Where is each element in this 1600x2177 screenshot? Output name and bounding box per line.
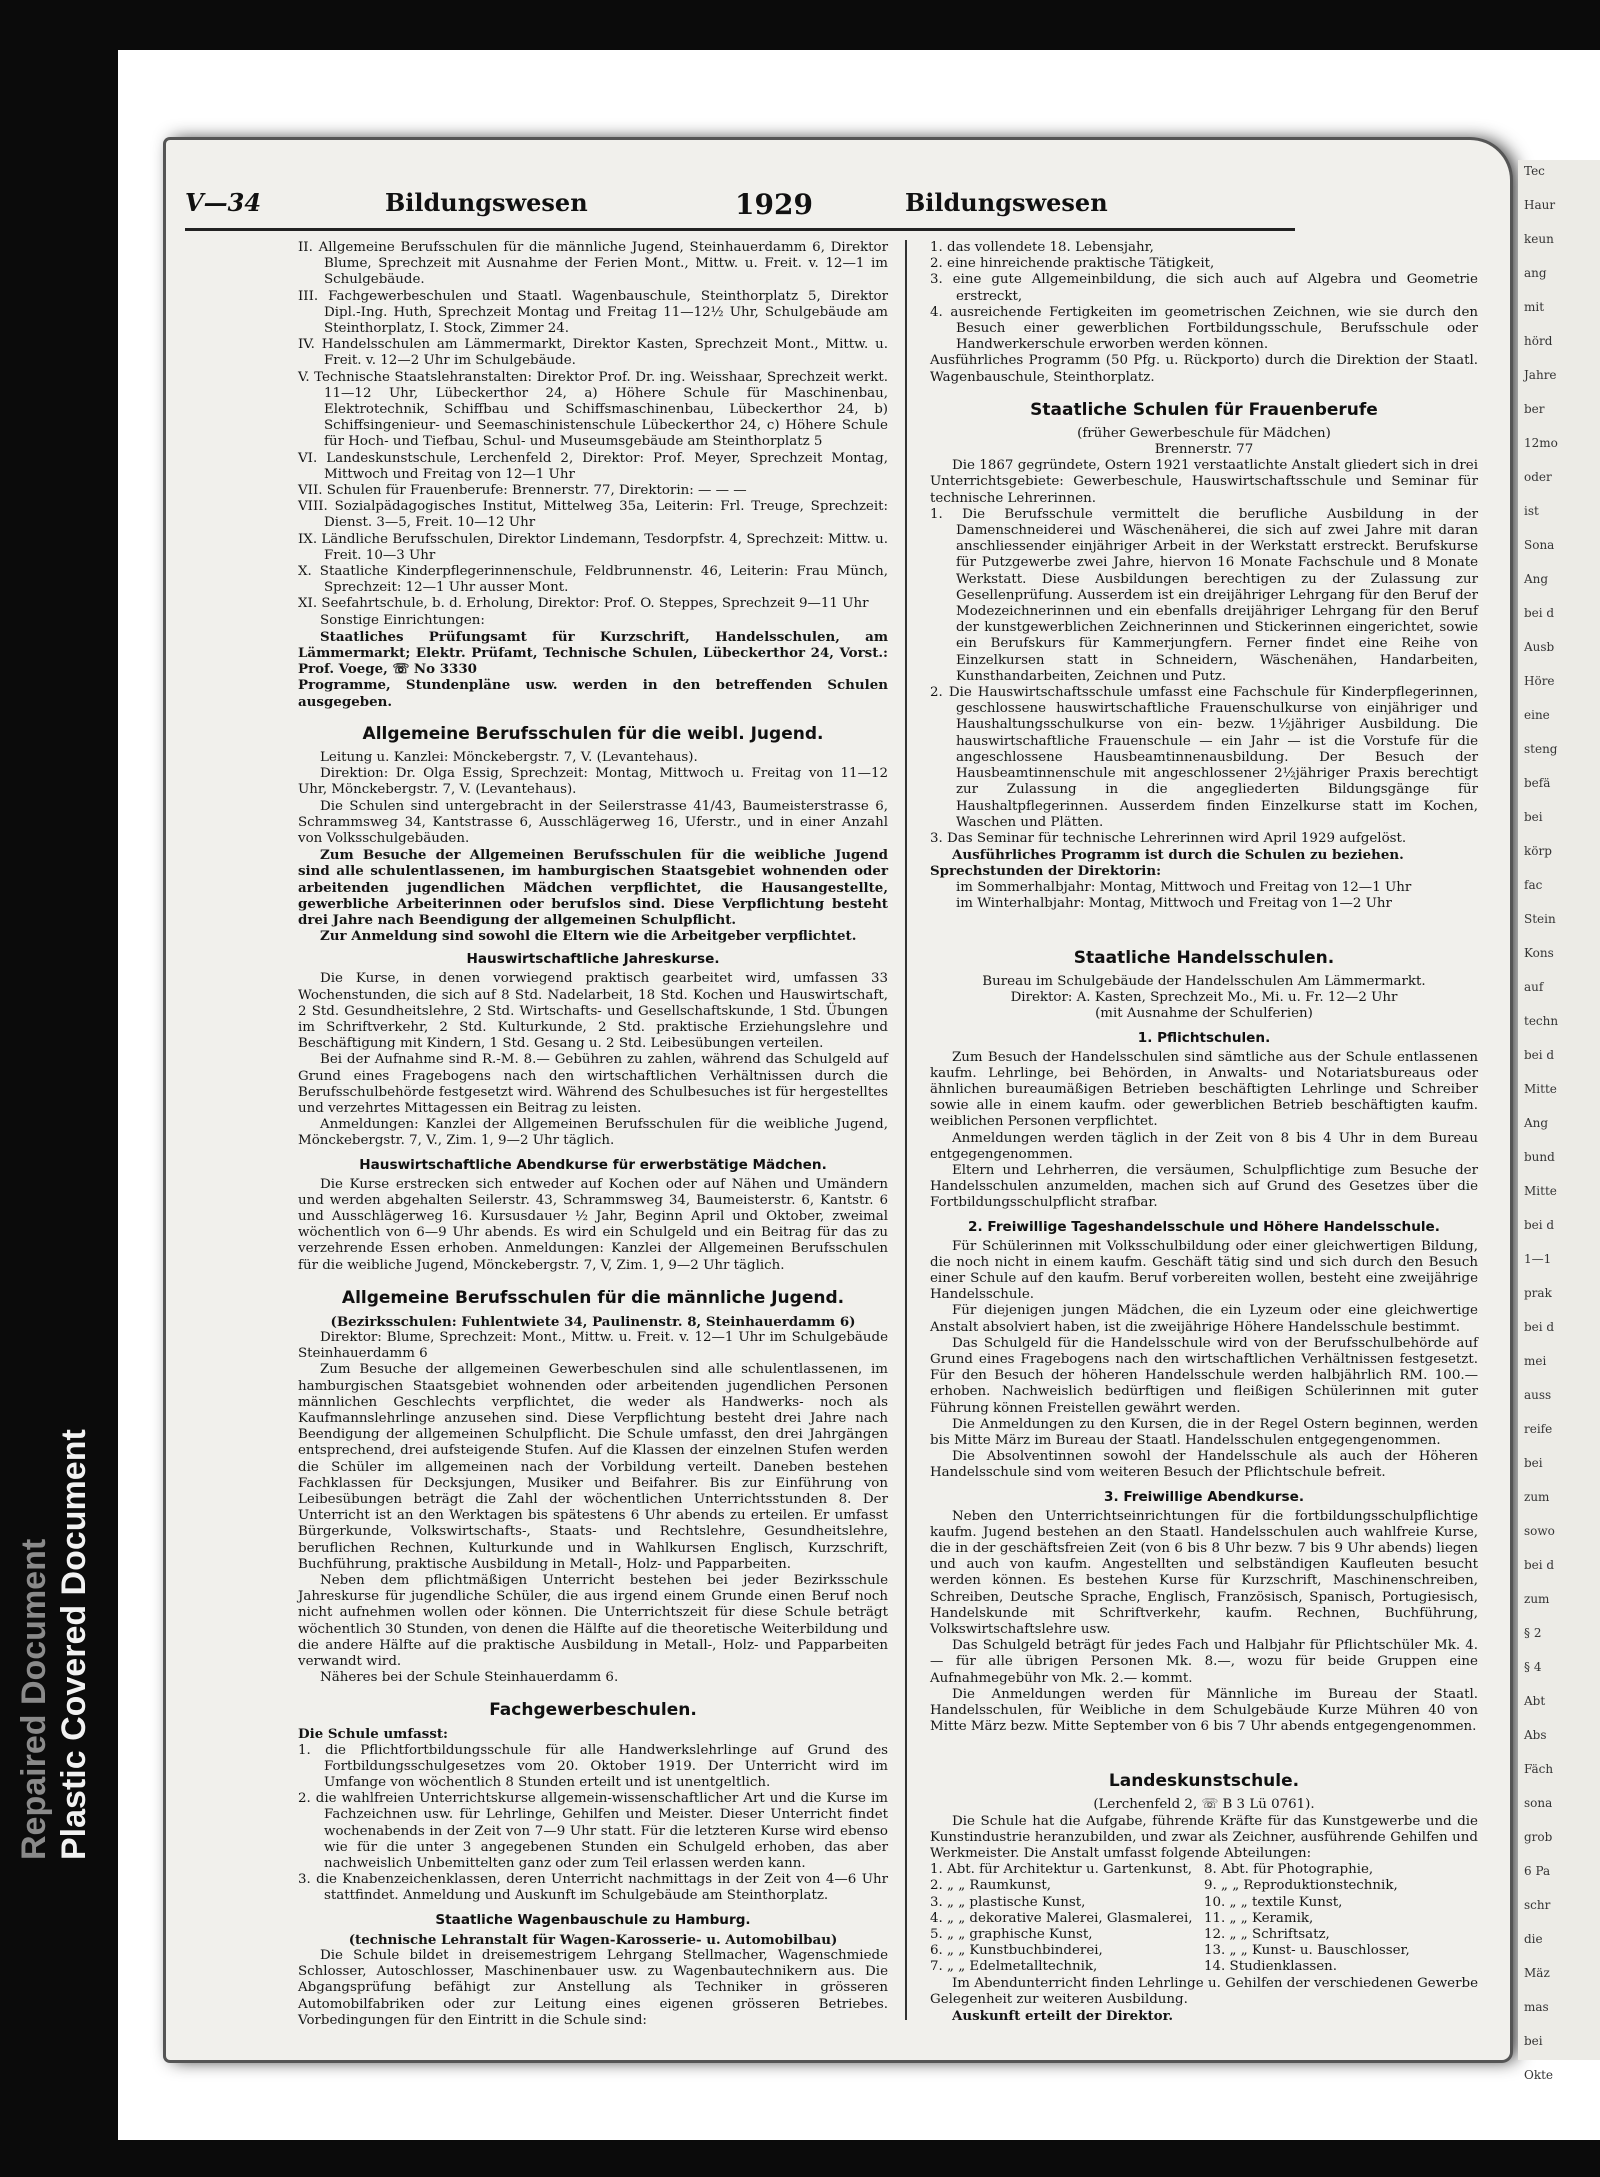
facing-text-fragment: Abt [1524,1694,1546,1708]
list-item: X. Staatliche Kinderpflegerinnenschule, Feldbrunnenstr. 46, Leiterin: Frau Münch, Sprechzeit: 12—1 Uhr ausser Mont. [298,564,888,596]
section-title-frauenberufe: Staatliche Schulen für Frauenberufe [1030,399,1378,420]
section-title-freiwillige: 2. Freiwillige Tageshandelsschule und Höhere Handelsschule. [968,1218,1440,1235]
handel-director: Direktor: A. Kasten, Sprechzeit Mo., Mi. u. Fr. 12—2 Uhr [1010,990,1398,1006]
section-title-landeskunstschule: Landeskunstschule. [1108,1771,1300,1792]
facing-text-fragment: Mäz [1524,1966,1550,1980]
maennl-paragraph: Direktor: Blume, Sprechzeit: Mont., Mittw. u. Freit. v. 12—1 Uhr im Schulgebäude Steinhauerdamm 6 [298,1329,888,1362]
frauen-list [930,507,1478,847]
facing-text-fragment: Höre [1524,674,1555,688]
list-item: III. Fachgewerbeschulen und Staatl. Wagenbauschule, Steinthorplatz 5, Direktor Dipl.-Ing. Huth, Sprechzeit Montag und Freitag 11—12½ Uhr, Schulgebäude am Steinthorplatz, I. Stock, Zimmer 24. [298,288,888,337]
facing-text-fragment: körp [1524,844,1552,858]
facing-text-fragment: oder [1524,470,1552,484]
sprechstunden-summer: im Sommerhalbjahr: Montag, Mittwoch und Freitag von 12—1 Uhr [956,879,1412,895]
facing-text-fragment: § 2 [1524,1626,1542,1640]
facing-text-fragment: sona [1524,1796,1553,1810]
jahres-paragraph: Anmeldungen: Kanzlei der Allgemeinen Berufsschulen für die weibliche Jugend, Mönckebergstr. 7, V., Zim. 1, 9—2 Uhr täglich. [298,1117,888,1149]
left-column [298,240,888,2030]
facing-text-fragment: ist [1524,504,1539,518]
facing-text-fragment: Fäch [1524,1762,1554,1776]
wagen-subtitle: (technische Lehranstalt für Wagen-Karosserie- u. Automobilbau) [348,1931,838,1948]
year-label: 1929 [735,188,813,221]
kunst-address: (Lerchenfeld 2, ☏ B 3 Lü 0761). [1093,1797,1315,1813]
list-item: VII. Schulen für Frauenberufe: Brennerstr. 77, Direktorin: — — — [298,483,747,499]
table-cell: 7. „ „ Edelmetalltechnik, [930,1959,1098,1975]
facing-text-fragment: bund [1524,1150,1555,1164]
program-note: Ausführliches Programm (50 Pfg. u. Rückporto) durch die Direktion der Staatl. Wagenbauschule, Steinthorplatz. [930,353,1478,385]
facing-text-fragment: auss [1524,1388,1552,1402]
sprechstunden-winter: im Winterhalbjahr: Montag, Mittwoch und Freitag von 1—2 Uhr [956,895,1392,911]
table-row [930,1959,1478,1975]
facing-text-fragment: mas [1524,2000,1549,2014]
table-row [930,1895,1478,1911]
facing-text-fragment: grob [1524,1830,1553,1844]
list-item: 3. die Knabenzeichenklassen, deren Unterricht nachmittags in der Zeit von 4—6 Uhr stattfindet. Anmeldung und Auskunft im Schulgebäude am Steinthorplatz. [298,1872,888,1904]
header-rule [185,228,1295,231]
pflicht-paragraph: Anmeldungen werden täglich in der Zeit von 8 bis 4 Uhr in dem Bureau entgegengenommen. [930,1130,1478,1162]
list-item: XI. Seefahrtschule, b. d. Erholung, Direktor: Prof. O. Steppes, Sprechzeit 9—11 Uhr [298,596,869,612]
list-item: 4. ausreichende Fertigkeiten im geometrischen Zeichnen, wie sie durch den Besuch einer gewerblichen Fortbildungsschule, Berufsschule oder Handwerkerschule erworben werden können. [930,304,1478,353]
facing-text-fragment: 6 Pa [1524,1864,1551,1878]
facing-text-fragment: bei d [1524,606,1555,620]
programme-note: Programme, Stundenpläne usw. werden in den betreffenden Schulen ausgegeben. [298,677,888,710]
wagen-paragraph: Die Schule bildet in dreisemestrigem Lehrgang Stellmacher, Wagenschmiede Schlosser, Autoschlosser, Maschinenbauer usw. zu Wagenbautechnikern aus. Die Abgangsprüfung befähigt zur Anstellung als Techniker in grösseren Automobilfabriken oder zur Leitung eines eigenen grösseren Betriebes. Vorbedingungen für den Eintritt in die Schule sind: [298,1947,888,2028]
facing-text-fragment: hörd [1524,334,1553,348]
list-item: IV. Handelsschulen am Lämmermarkt, Direktor Kasten, Sprechzeit Mont., Mittw. u. Freit. v. 12—2 Uhr im Schulgebäude. [298,337,888,369]
frauen-address: Brennerstr. 77 [1154,442,1254,458]
sprechstunden-title: Sprechstunden der Direktorin: [930,863,1162,880]
freiw-paragraph: Für diejenigen jungen Mädchen, die ein Lyzeum oder eine gleichwertige Anstalt absolviert haben, ist die zweijährige Höhere Handelsschule bestimmt. [930,1303,1478,1335]
facing-text-fragment: bei d [1524,1320,1555,1334]
maennl-paragraph: Neben dem pflichtmäßigen Unterricht bestehen bei jeder Bezirksschule Jahreskurse für jugendliche Schüler, die aus irgend einem Grunde einen Beruf noch nicht aufnehmen wollen oder können. Die Unterrichtszeit für diese Schule beträgt wöchentlich 30 Stunden, von denen die Hälfte auf die theoretische Weiterbildung und die andere Hälfte auf die praktische Ausbildung in Metall-, Holz- und Papparbeiten verwandt wird. [298,1573,888,1670]
section-title-abendkurse: Hauswirtschaftliche Abendkurse für erwerbstätige Mädchen. [359,1156,827,1173]
kunst-paragraph: Im Abendunterricht finden Lehrlinge u. Gehilfen der verschiedenen Gewerbe Gelegenheit zur weiteren Ausbildung. [930,1975,1478,2007]
facing-text-fragment: Abs [1524,1728,1547,1742]
running-title-left: Bildungswesen [385,188,588,217]
page-number: V—34 [185,188,262,217]
abendk-paragraph: Neben den Unterrichtseinrichtungen für die fortbildungsschulpflichtige kaufm. Jugend bestehen an den Staatl. Handelsschulen auch wahlfreie Kurse, die in der geschäftsfreien Zeit (von 6 bis 8 Uhr bezw. 7 bis 9 Uhr abends) liegen und auch von kaufm. Angestellten und selbständigen Kaufleuten besucht werden können. Es bestehen Kurse für Kurzschrift, Maschinenschreiben, Schreiben, Deutsche Sprache, Englisch, Französisch, Spanisch, Portugiesisch, Handelskunde mit Schriftverkehr, kaufm. Rechnen, Buchführung, Volkswirtschaftslehre usw. [930,1508,1478,1638]
abendk-paragraph: Die Anmeldungen werden für Männliche im Bureau der Staatl. Handelsschulen, für Weibliche in dem Schulgebäude Kurze Mühren 40 von Mitte März bezw. Mitte September von 6 bis 7 Uhr abends entgegengenommen. [930,1686,1478,1735]
facing-text-fragment: eine [1524,708,1550,722]
facing-text-fragment: die [1524,1932,1543,1946]
page-header [185,188,1300,228]
list-item: IX. Ländliche Berufsschulen, Direktor Lindemann, Tesdorpfstr. 4, Sprechzeit: Mittw. u. Freit. 10—3 Uhr [298,531,888,563]
repaired-label: Repaired Document [15,1538,53,1860]
facing-text-fragment: techn [1524,1014,1559,1028]
facing-text-fragment: schr [1524,1898,1551,1912]
facing-text-fragment: bei [1524,1456,1543,1470]
table-row [930,1878,1478,1894]
facing-text-fragment: befä [1524,776,1551,790]
table-cell: 9. „ „ Reproduktionstechnik, [1204,1878,1398,1894]
facing-text-fragment: zum [1524,1592,1550,1606]
facing-text-fragment: Ang [1524,1116,1549,1130]
facing-text-fragment: Okte [1524,2068,1554,2082]
facing-text-fragment: ang [1524,266,1547,280]
facing-text-fragment: bei d [1524,1218,1555,1232]
list-item: V. Technische Staatslehranstalten: Direktor Prof. Dr. ing. Weisshaar, Sprechzeit werkt. 11—12 Uhr, Lübeckerthor 24, a) Höhere Schule für Maschinenbau, Elektrotechnik, Schiffbau und Schiffsmaschinenbau, Lübeckerthor 24, b) Schiffsingenieur- und Seemaschinistenschule Lübeckerthor 24, c) Höhere Schule für Hoch- und Tiefbau, Schul- und Museumsgebäude am Steinthorplatz 5 [298,369,888,450]
maennl-paragraph: Näheres bei der Schule Steinhauerdamm 6. [320,1670,619,1686]
facing-text-fragment: bei d [1524,1048,1555,1062]
list-item: 2. eine hinreichende praktische Tätigkeit, [930,256,1215,272]
table-cell: 12. „ „ Schriftsatz, [1204,1927,1330,1943]
frauen-subtitle: (früher Gewerbeschule für Mädchen) [1077,425,1331,441]
table-row [930,1862,1478,1878]
list-item: VI. Landeskunstschule, Lerchenfeld 2, Direktor: Prof. Meyer, Sprechzeit Montag, Mittwoch und Freitag von 12—1 Uhr [298,450,888,482]
weibl-paragraph: Direktion: Dr. Olga Essig, Sprechzeit: Montag, Mittwoch u. Freitag von 11—12 Uhr, Mönckebergstr. 7, V. (Levantehaus). [298,766,888,798]
list-item: 2. Die Hauswirtschaftsschule umfasst eine Fachschule für Kinderpflegerinnen, geschlossene hauswirtschaftliche Frauenschulkurse von einjähriger und Haushaltungsschulkurse von ein- bezw. 1½jähriger Ausbildung. Die hauswirtschaftliche Frauenschule — ein Jahr — ist die Vorstufe für die angeschlossene Hausbeamtinnenausbildung. Der Besuch der Hausbeamtinnenschule mit angeschlossener 2½jähriger Praxis berechtigt zur Zulassung in die angegliederten Bildungsgänge für Haushaltpflegerinnen. Ausserdem finden Einzelkurse statt im Kochen, Waschen und Plätten. [930,685,1478,830]
facing-text-fragment: zum [1524,1490,1550,1504]
section-title-pflichtschulen: 1. Pflichtschulen. [1137,1029,1271,1046]
facing-text-fragment: 1—1 [1524,1252,1552,1266]
weibl-paragraph: Zum Besuche der Allgemeinen Berufsschulen für die weibliche Jugend sind alle schulentlassenen, im hamburgischen Staatsgebiet wohnenden oder arbeitenden jugendlichen Mädchen verpflichtet, die Hausangestellte, gewerbliche Arbeiterinnen oder berufslos sind. Diese Verpflichtung besteht drei Jahre nach Beendigung der allgemeinen Schulpflicht. [298,847,888,928]
table-cell: 8. Abt. für Photographie, [1204,1862,1374,1878]
sonstige-text: Staatliches Prüfungsamt für Kurzschrift, Handelsschulen, am Lämmermarkt; Elektr. Prüfamt, Technische Schulen, Lübeckerthor 24, Vorst.: Prof. Voege, ☏ No 3330 [298,628,888,678]
facing-text-fragment: bei [1524,2034,1543,2048]
abend-paragraph: Die Kurse erstrecken sich entweder auf Kochen oder auf Nähen und Umändern und werden abgehalten Seilerstr. 43, Schrammsweg 34, Baumeisterstr. 6, Kantstr. 6 und Ausschlägerweg 16. Kursusdauer ½ Jahr, Beginn April und Oktober, zweimal wöchentlich von 6—9 Uhr abends. Es wird ein Schulgeld und ein Beitrag für das zu verzehrende Essen erhoben. Anmeldungen: Kanzlei der Allgemeinen Berufsschulen für die weibliche Jugend, Mönckebergstr. 7, V, Zim. 1, 9—2 Uhr täglich. [298,1176,888,1273]
institution-list [298,240,888,613]
table-cell: 4. „ „ dekorative Malerei, Glasmalerei, [930,1910,1193,1926]
section-title-maennl: Allgemeine Berufsschulen für die männliche Jugend. [341,1287,845,1308]
facing-text-fragment: 12mo [1524,436,1558,450]
pflicht-paragraph: Zum Besuch der Handelsschulen sind sämtliche aus der Schule entlassenen kaufm. Lehrlinge, bei Behörden, in Anwalts- und Notariatsbureaus oder ähnlichen bureaumäßigen Betrieben beschäftigten Lehrlinge und Schreiber sowie alle in einem kaufm. oder gewerblichen Betrieb beschäftigten kaufm. weiblichen Personen verpflichtet. [930,1049,1478,1130]
facing-text-fragment: ber [1524,402,1545,416]
list-item: 3. Das Seminar für technische Lehrerinnen wird April 1929 aufgelöst. [930,830,1407,846]
table-cell: 1. Abt. für Architektur u. Gartenkunst, [930,1862,1192,1878]
facing-text-fragment: Mitte [1524,1184,1557,1198]
column-divider [905,240,907,2020]
running-title-right: Bildungswesen [905,188,1108,217]
table-cell: 14. Studienklassen. [1204,1959,1338,1975]
list-item: VIII. Sozialpädagogisches Institut, Mittelweg 35a, Leiterin: Frl. Treuge, Sprechzeit: Dienst. 3—5, Freit. 10—12 Uhr [298,499,888,531]
facing-text-fragment: Tec [1524,164,1545,178]
facing-text-fragment: § 4 [1524,1660,1542,1674]
table-cell: 11. „ „ Keramik, [1204,1910,1314,1926]
table-cell: 6. „ „ Kunstbuchbinderei, [930,1943,1103,1959]
handel-subtitle: Bureau im Schulgebäude der Handelsschulen Am Lämmermarkt. [982,973,1426,989]
jahres-paragraph: Bei der Aufnahme sind R.-M. 8.— Gebühren zu zahlen, während das Schulgeld auf Grund eines Fragebogens nach den wirtschaftlichen Verhältnissen durch die Berufsschulbehörde festgesetzt wird. Während des Schulbesuches ist für hergestelltes und verzehrtes Mittagessen ein Beitrag zu leisten. [298,1052,888,1116]
table-cell: 2. „ „ Raumkunst, [930,1878,1051,1894]
facing-text-fragment: bei d [1524,1558,1555,1572]
right-column [930,240,1478,2030]
table-row [930,1911,1478,1927]
table-row [930,1927,1478,1943]
facing-text-fragment: Haur [1524,198,1556,212]
section-title-fachgewerbe: Fachgewerbeschulen. [489,1700,697,1721]
fach-intro: Die Schule umfasst: [298,1726,448,1743]
departments-table [930,1862,1478,1975]
frauen-program: Ausführliches Programm ist durch die Schulen zu beziehen. [952,847,1404,864]
weibl-paragraph: Die Schulen sind untergebracht in der Seilerstrasse 41/43, Baumeisterstrasse 6, Schrammsweg 34, Kantstrasse 6, Ausschlägerweg 16, Uferstr., und in einer Anzahl von Volksschulgebäuden. [298,798,888,846]
scan-border-bottom [0,2140,1600,2177]
facing-text-fragment: Ang [1524,572,1549,586]
section-title-weibl: Allgemeine Berufsschulen für die weibl. Jugend. [362,723,824,744]
facing-text-fragment: Mitte [1524,1082,1557,1096]
kunst-paragraph: Auskunft erteilt der Direktor. [952,2008,1174,2025]
pflicht-paragraph: Eltern und Lehrherren, die versäumen, Schulpflichtige zum Besuche der Handelsschulen anzumelden, machen sich auf Grund des Gesetzes über die Fortbildungsschulpflicht strafbar. [930,1162,1478,1211]
facing-text-fragment: bei [1524,810,1543,824]
freiw-paragraph: Die Absolventinnen sowohl der Handelsschule als auch der Höheren Handelsschule sind vom weiteren Besuch der Pflichtschule befreit. [930,1449,1478,1481]
section-title-wagenbau: Staatliche Wagenbauschule zu Hamburg. [435,1911,751,1928]
table-cell: 5. „ „ graphische Kunst, [930,1927,1093,1943]
scan-border-top [0,0,1600,50]
plastic-covered-label: Plastic Covered Document [55,1429,93,1860]
maennl-paragraph: Zum Besuche der allgemeinen Gewerbeschulen sind alle schulentlassenen, im hamburgischen Staatsgebiet wohnenden oder arbeitenden jugendlichen Personen männlichen Geschlechts verpflichtet, die weder als Handwerks- noch als Kaufmannslehrlinge anzusehen sind. Diese Verpflichtung besteht drei Jahre nach Beendigung der allgemeinen Schulpflicht. Die Schule umfasst, den drei Jahrgängen entsprechend, drei aufsteigende Stufen. Auf die Klassen der einzelnen Stufen werden die Schüler im allgemeinen nach der Vorbildung verteilt. Daneben bestehen Fachklassen für Decksjungen, Musiker und Beifahrer. Bis zur Einführung von Leibesübungen beträgt die Zahl der wöchentlichen Unterrichtsstunden 8. Der Unterricht ist an den Werktagen bis spätestens 6 Uhr abends zu erteilen. Er umfasst Bürgerkunde, Volkswirtschafts-, Staats- und Rechtslehre, Gesundheitslehre, beruflichen Rechnen, Kulturkunde und in Wahlkursen Englisch, Kurzschrift, Buchführung, praktische Ausbildung in Metall-, Holz- und Papparbeiten. [298,1362,888,1572]
list-item: II. Allgemeine Berufsschulen für die männliche Jugend, Steinhauerdamm 6, Direktor Blume, Sprechzeit mit Ausnahme der Ferien Mont., Mittw. u. Freit. v. 12—1 im Schulgebäude. [298,240,888,288]
facing-text-fragment: Ausb [1524,640,1555,654]
facing-text-fragment: steng [1524,742,1558,756]
jahres-paragraph: Die Kurse, in denen vorwiegend praktisch gearbeitet wird, umfassen 33 Wochenstunden, die sich auf 8 Std. Nadelarbeit, 18 Std. Kochen und Hauswirtschaft, 2 Std. Gesundheitslehre, 2 Std. Wirtschafts- und Gesellschaftskunde, 1 Std. Übungen im Schriftverkehr, 2 Std. Kulturkunde, 2 Std. praktische Erziehungslehre und Beschäftigung mit Kindern, 1 Std. Gesang u. 2 Std. Leibesübungen verteilen. [298,971,888,1052]
facing-text-fragment: Stein [1524,912,1556,926]
facing-page-fragment [1518,160,1600,2082]
conditions-list [930,240,1478,353]
section-title-handelsschulen: Staatliche Handelsschulen. [1073,947,1335,968]
freiw-paragraph: Für Schülerinnen mit Volksschulbildung oder einer gleichwertigen Bildung, die noch nicht in einem kaufm. Geschäft tätig sind und sich durch den Besuch einer Schule auf den kaufm. Beruf vorbereiten wollen, besteht eine zweijährige Handelsschule. [930,1238,1478,1303]
facing-text-fragment: mit [1524,300,1545,314]
table-cell: 10. „ „ textile Kunst, [1204,1894,1343,1910]
facing-text-fragment: mei [1524,1354,1547,1368]
table-cell: 13. „ „ Kunst- u. Bauschlosser, [1204,1943,1410,1959]
list-item: 3. eine gute Allgemeinbildung, die sich auch auf Algebra und Geometrie erstreckt, [930,272,1478,304]
facing-text-fragment: Jahre [1524,368,1557,382]
facing-text-fragment: keun [1524,232,1554,246]
weibl-paragraph: Zur Anmeldung sind sowohl die Eltern wie die Arbeitgeber verpflichtet. [320,928,857,945]
section-title-jahreskurse: Hauswirtschaftliche Jahreskurse. [466,951,720,968]
facing-text-fragment: Sona [1524,538,1555,552]
weibl-paragraph: Leitung u. Kanzlei: Mönckebergstr. 7, V. (Levantehaus). [320,749,698,765]
facing-text-fragment: reife [1524,1422,1553,1436]
fach-list [298,1743,888,1905]
list-item: 1. die Pflichtfortbildungsschule für alle Handwerkslehrlinge auf Grund des Fortbildungsschulgesetzes vom 20. Oktober 1919. Der Unterricht wird im Umfange von wöchentlich 8 Stunden erteilt und ist unentgeltlich. [298,1742,888,1791]
facing-text-fragment: Kons [1524,946,1554,960]
freiw-paragraph: Die Anmeldungen zu den Kursen, die in der Regel Ostern beginnen, werden bis Mitte März im Bureau der Staatl. Handelsschulen entgegengenommen. [930,1416,1478,1448]
section-title-abendkurse-handel: 3. Freiwillige Abendkurse. [1103,1488,1304,1505]
list-item: 2. die wahlfreien Unterrichtskurse allgemein-wissenschaftlicher Art und die Kurse im Fachzeichnen usw. für Lehrlinge, Gehilfen und Meister. Dieser Unterricht findet wochenabends in der Zeit von 7—9 Uhr statt. Für die letzteren Kurse wird ebenso wie für die unter 3 angegebenen Stunden ein Schulgeld erhoben, das aber nachweislich Unbemittelten ganz oder zum Teil erlassen werden kann. [298,1791,888,1872]
kunst-paragraph: Die Schule hat die Aufgabe, führende Kräfte für das Kunstgewerbe und die Kunstindustrie heranzubilden, und zwar als Zeichner, ausführende Gehilfen und Werkmeister. Die Anstalt umfasst folgende Abteilungen: [930,1813,1478,1862]
table-row [930,1943,1478,1959]
list-item: 1. Die Berufsschule vermittelt die berufliche Ausbildung in der Damenschneiderei und Wäschenäherei, die sich auf zwei Jahre mit daran anschliessender einjähriger Arbeit in der Werkstatt erstreckt. Berufskurse für Putzgewerbe zwei Jahre, hiervon 16 Monate Fachschule und 8 Monate Werkstatt. Diese Ausbildungen berechtigen zu der Zulassung zur Gesellenprüfung. Ausserdem ist ein dreijähriger Lehrgang für den Beruf der Modezeichnerinnen und ein ebenfalls dreijähriger Lehrgang für den Beruf der kunstgewerblichen Zeichnerinnen und Stickerinnen eingerichtet, sowie ein Berufskurs für Kammerjungfern. Ferner findet eine Reihe von Einzelkursen statt in Schneidern, Wäschenähen, Handarbeiten, Kunsthandarbeiten, Zeichnen und Putz. [930,506,1478,684]
sonstige-title: Sonstige Einrichtungen: [320,612,485,628]
abendk-paragraph: Das Schulgeld beträgt für jedes Fach und Halbjahr für Pflichtschüler Mk. 4.— für alle übrigen Personen Mk. 8.—, wozu für beide Gruppen eine Aufnahmegebühr von Mk. 2.— kommt. [930,1638,1478,1686]
freiw-paragraph: Das Schulgeld für die Handelsschule wird von der Berufsschulbehörde auf Grund eines Fragebogens nach den wirtschaftlichen Verhältnissen festgesetzt. Für den Besuch der höheren Handelsschule werden halbjährlich RM. 100.— erhoben. Nachweislich bedürftigen und fleißigen Schülerinnen mit guter Führung können Freistellen gewährt werden. [930,1335,1478,1416]
facing-text-fragment: fac [1524,878,1543,892]
frauen-paragraph: Die 1867 gegründete, Ostern 1921 verstaatlichte Anstalt gliedert sich in drei Unterrichtsgebiete: Gewerbeschule, Hauswirtschaftsschule und Seminar für technische Lehrerinnen. [930,458,1478,506]
facing-text-fragment: auf [1524,980,1544,994]
document-condition-label [14,1300,104,1860]
facing-text-fragment: sowo [1524,1524,1555,1538]
handel-note: (mit Ausnahme der Schulferien) [1095,1006,1313,1022]
table-cell: 3. „ „ plastische Kunst, [930,1894,1086,1910]
maennl-subtitle: (Bezirksschulen: Fuhlentwiete 34, Paulinenstr. 8, Steinhauerdamm 6) [330,1313,856,1330]
facing-text-fragment: prak [1524,1286,1552,1300]
list-item: 1. das vollendete 18. Lebensjahr, [930,240,1154,255]
